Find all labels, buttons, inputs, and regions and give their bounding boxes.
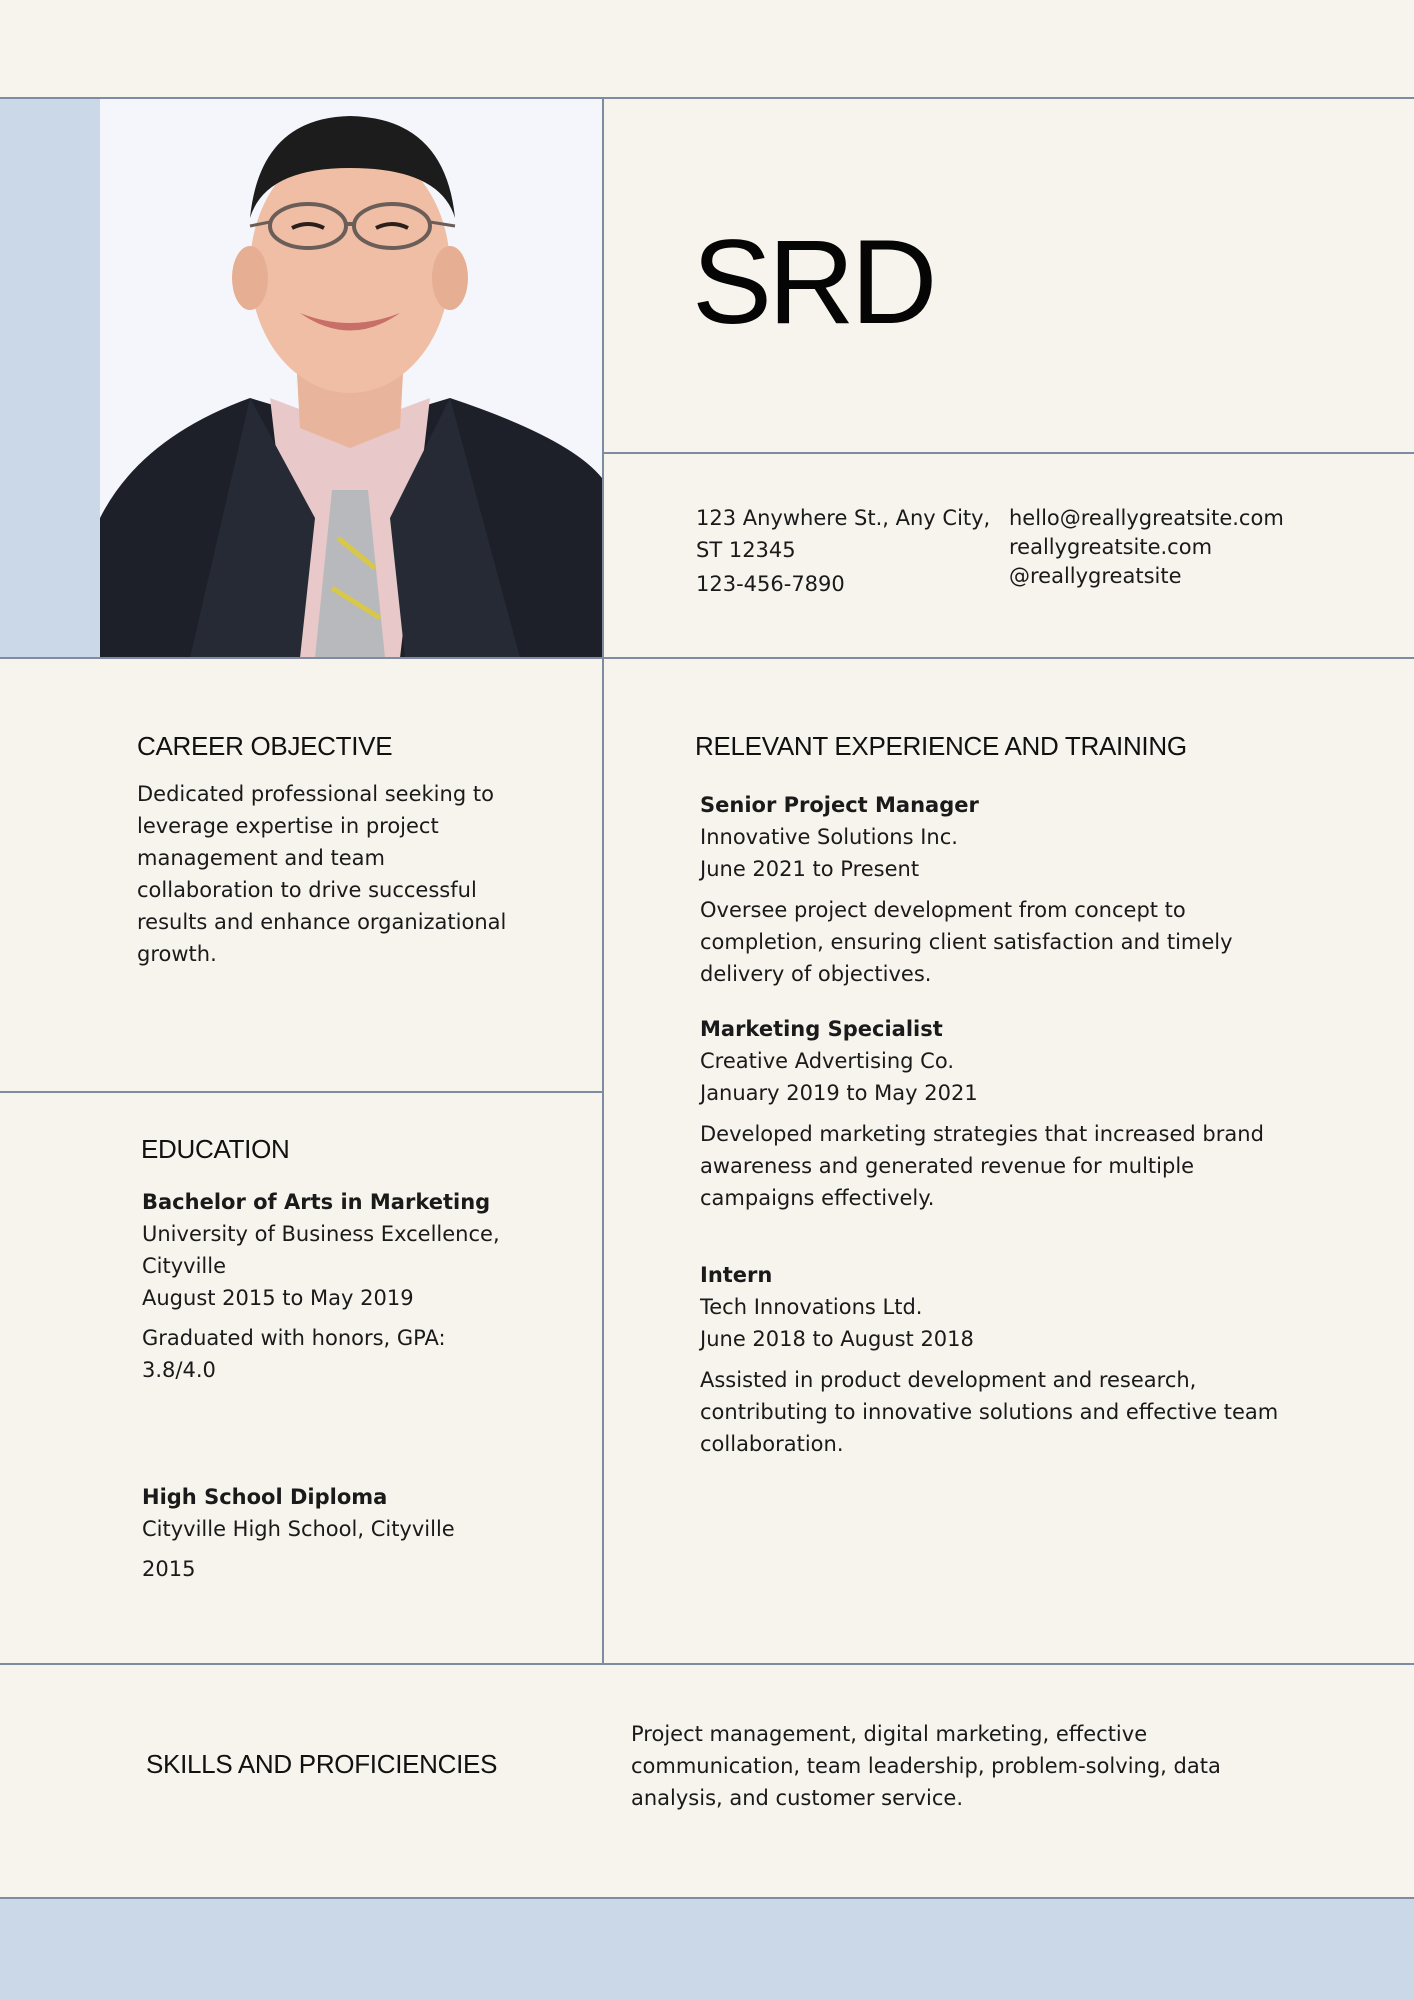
email-address: hello@reallygreatsite.com	[1009, 506, 1284, 530]
rule-vertical-body	[602, 657, 604, 1665]
rule-skills-bottom	[0, 1897, 1414, 1899]
rule-header-bottom	[0, 657, 1414, 659]
experience-heading: RELEVANT EXPERIENCE AND TRAINING	[695, 731, 1187, 761]
experience-item: Senior Project Manager Innovative Solutions Inc. June 2021 to Present Oversee project development from concept to completion, ensuring client satisfaction and timely delivery of objectives.	[700, 789, 1233, 990]
rule-top	[0, 97, 1414, 99]
rule-name-contact	[602, 452, 1414, 454]
footer-accent-bar	[0, 1898, 1414, 2000]
contact-address-block	[696, 502, 990, 600]
experience-item: Marketing Specialist Creative Advertising Co. January 2019 to May 2021 Developed marketing strategies that increased brand awareness and generated revenue for multiple campaigns effectively.	[700, 1013, 1264, 1214]
rule-vertical-header	[602, 97, 604, 659]
candidate-name: SRD	[692, 215, 934, 349]
education-item: High School Diploma Cityville High School, Cityville 2015	[142, 1481, 455, 1585]
company-name: Innovative Solutions Inc.	[700, 825, 958, 849]
website: reallygreatsite.com	[1009, 535, 1213, 559]
skills-heading: SKILLS AND PROFICIENCIES	[146, 1749, 498, 1779]
rule-objective-education	[0, 1091, 603, 1093]
social-handle: @reallygreatsite	[1009, 564, 1182, 588]
degree-title: High School Diploma	[142, 1485, 388, 1509]
phone-number: 123-456-7890	[696, 572, 845, 596]
experience-item: Intern Tech Innovations Ltd. June 2018 to August 2018 Assisted in product development and research, contributing to innovative solutions and effective team collaboration.	[700, 1259, 1278, 1460]
job-title: Marketing Specialist	[700, 1017, 943, 1041]
company-name: Tech Innovations Ltd.	[700, 1295, 923, 1319]
profile-photo	[100, 98, 602, 658]
job-dates: June 2021 to Present	[700, 857, 920, 881]
skills-text: Project management, digital marketing, effective communication, team leadership, problem-solving, data analysis, and customer service.	[631, 1722, 1221, 1810]
portrait-photo-icon	[100, 98, 602, 658]
contact-online-block	[1009, 504, 1284, 591]
address-line2: ST 12345	[696, 538, 796, 562]
career-objective-text: Dedicated professional seeking to leverage expertise in project management and team collaboration to drive successful results and enhance organizational growth.	[137, 782, 507, 966]
job-dates: June 2018 to August 2018	[700, 1327, 974, 1351]
education-item: Bachelor of Arts in Marketing University of Business Excellence, Cityville August 2015 to May 2019 Graduated with honors, GPA: 3.8/4.0	[142, 1186, 500, 1386]
career-objective-heading: CAREER OBJECTIVE	[137, 731, 393, 761]
job-dates: January 2019 to May 2021	[700, 1081, 978, 1105]
education-heading: EDUCATION	[141, 1134, 290, 1164]
job-title: Senior Project Manager	[700, 793, 979, 817]
job-title: Intern	[700, 1263, 773, 1287]
address-line1: 123 Anywhere St., Any City,	[696, 506, 991, 530]
degree-title: Bachelor of Arts in Marketing	[142, 1190, 491, 1214]
rule-skills-top	[0, 1663, 1414, 1665]
company-name: Creative Advertising Co.	[700, 1049, 954, 1073]
left-accent-bar	[0, 98, 100, 658]
